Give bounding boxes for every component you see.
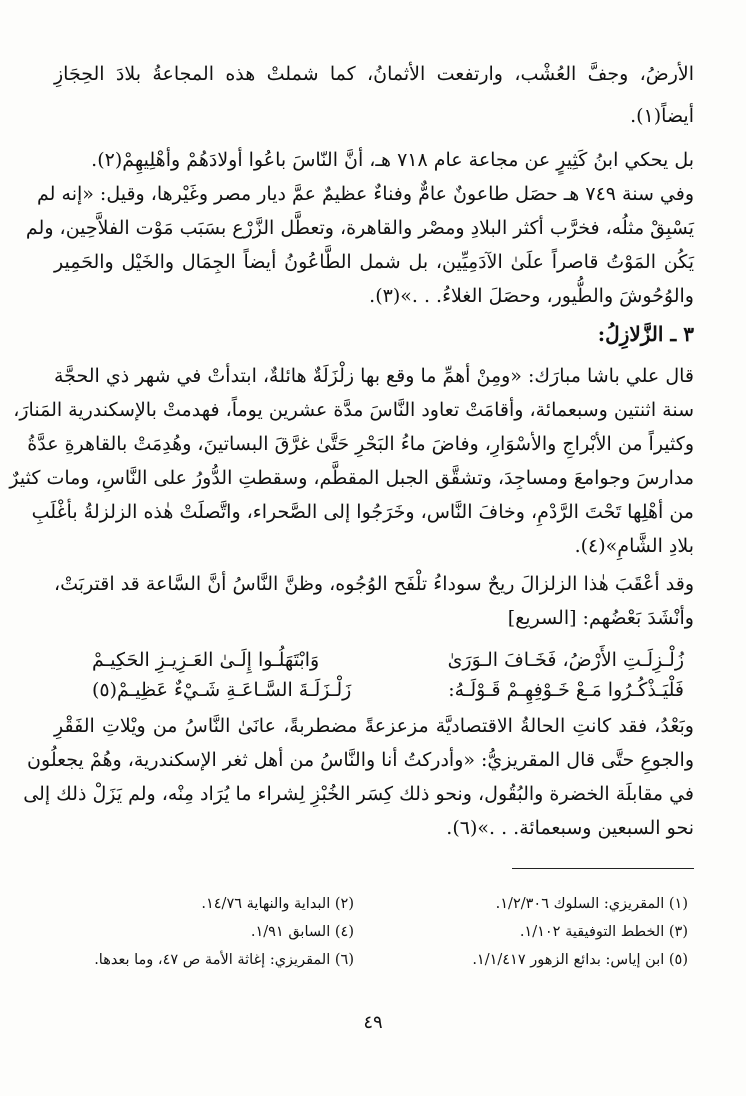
- body-line: الأرضُ، وجفَّ العُشْب، وارتفعت الأثمانُ، كما شملتْ هذه المجاعةُ بلادَ الحِجَازِ: [54, 63, 694, 85]
- body-line: والوُحُوشَ والطُّيور، وحصَلَ الغلاءُ. . .»(٣).: [369, 285, 694, 307]
- footnote: (٣) الخطط التوفيقية ١/١٠٢.: [519, 924, 688, 940]
- footnote: (٥) ابن إياس: بدائع الزهور ١/١/٤١٧.: [472, 952, 688, 968]
- footnote-separator: [512, 868, 694, 869]
- body-line: وأنْشَدَ بَعْضُهم: [السريع]: [507, 607, 694, 629]
- body-line: أيضاً(١).: [630, 105, 694, 127]
- body-line: بل يحكي ابنُ كَثِيرٍ عن مجاعة عام ٧١٨ هـ، أنَّ النّاسَ باعُوا أولادَهُمْ وأهْلِيهِمْ(٢).: [91, 149, 694, 171]
- section-heading: ٣ ـ الزَّلازِلُ:: [597, 322, 694, 346]
- body-line: والجوعِ حتَّى قال المقريزيُّ: «وأدركتُ أنا والنَّاسُ من أهل ثغر الإسكندرية، وهُمْ يجعلُون: [27, 749, 694, 771]
- body-line: قال علي باشا مبارَك: «ومِنْ أهمِّ ما وقع بها زلْزَلَةٌ هائلةٌ، ابتدأتْ في شهر ذي الحجَّة: [54, 365, 694, 387]
- verse-hemistich: زُلْـزِلَـتِ الأَرْضُ، فَخَـافَ الـوَرَىٰ: [447, 649, 684, 671]
- body-line: وفي سنة ٧٤٩ هـ حصَل طاعونٌ عامٌّ وفناءٌ عظيمٌ عمَّ ديار مصر وغَيْرها، وقيل: «إنه لم: [37, 183, 694, 205]
- footnote: (٦) المقريزي: إغاثة الأمة ص ٤٧، وما بعدها.: [94, 952, 354, 968]
- body-line: وبَعْدُ، فقد كانتِ الحالةُ الاقتصاديَّة مزعزعةً مضطربةً، عانَىٰ النَّاسُ من ويْلاتِ الفَقْرِ: [54, 715, 694, 737]
- footnote: (٤) السابق ١/٩١.: [250, 924, 354, 940]
- body-line: سنة اثنتين وسبعمائة، وأقامَتْ تعاود النَّاسَ مدَّة عشرين يوماً، فهدمتْ بالإسكندرية المَنارَ،: [13, 399, 694, 421]
- footnote: (١) المقريزي: السلوك ١/٢/٣٠٦.: [495, 896, 688, 912]
- body-line: من أهْلِها تَحْتَ الرَّدْمِ، وخافَ النَّاس، وخَرَجُوا إلى الصَّحراء، واتَّصلَتْ هٰذه الزلزلةُ بأغْلَبِ: [31, 501, 694, 523]
- verse-hemistich: فَلْيَـذْكُـرُوا مَـعْ خَـوْفِهِـمْ قَـوْلَـهُ:: [448, 679, 684, 701]
- body-line: في مقابلَة الخضرة والبُقُول، ونحو ذلك كِسَر الخُبْزِ لِشراء ما يُرَاد مِنْه، ولم يَزَلْ ذلك إلى: [23, 783, 694, 805]
- body-line: يَكُن المَوْتُ قاصراً علَىٰ الآدَمِيِّين، بل شمل الطَّاعُونُ أيضاً الجِمَال والخَيْل والحَمِير: [54, 251, 694, 273]
- verse-hemistich: وَابْتَهَلُـوا إِلَـىٰ العَـزِيـزِ الحَكِيـمْ: [92, 649, 320, 671]
- footnote: (٢) البداية والنهاية ١٤/٧٦.: [201, 896, 354, 912]
- page-number: ٤٩: [363, 1012, 383, 1033]
- body-line: يَسْبِقْ مثلُه، فخرَّب أكثر البلادِ ومصْر والقاهرة، وتعطَّل الزَّرْع بسَبَب مَوْت الفلاَّحِين، ولم: [25, 217, 694, 239]
- body-line: وقد أعْقَبَ هٰذا الزلزالَ ريحٌ سوداءُ تلْفَح الوُجُوه، وظنَّ النَّاسُ أنَّ السَّاعة قد اقتربَتْ،: [54, 573, 694, 595]
- verse-hemistich: زَلْـزَلَـةَ السَّـاعَـةِ شَـيْءٌ عَظِيـمْ(٥): [92, 679, 352, 701]
- body-line: مدارسَ وجوامعَ ومساجِدَ، وتشقَّق الجبل المقطَّم، وسقطتِ الدُّورُ على النَّاسِ، ومات كثيرٌ: [9, 467, 694, 489]
- body-line: وكثيراً من الأبْراجِ والأسْوَارِ، وفاضَ ماءُ البَحْرِ حَتَّىٰ غرَّقَ البساتينَ، وهُدِمَتْ بالقاهرةِ عدَّةُ: [27, 433, 694, 455]
- body-line: نحو السبعين وسبعمائة. . .»(٦).: [446, 817, 694, 839]
- body-line: بلادِ الشَّامِ»(٤).: [574, 535, 694, 557]
